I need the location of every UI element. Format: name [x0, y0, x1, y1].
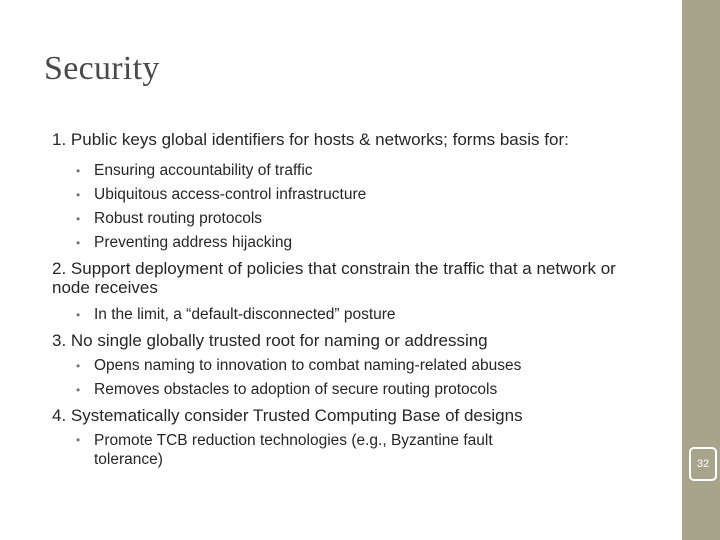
slide-number-badge: 32	[689, 447, 717, 481]
bullet-icon: •	[76, 383, 81, 397]
bullet-icon: •	[76, 236, 81, 250]
subpoint: • In the limit, a “default-disconnected” posture	[52, 303, 652, 327]
subpoint: • Ensuring accountability of traffic	[52, 159, 652, 183]
point-3: 3. No single globally trusted root for naming or addressing	[52, 331, 488, 350]
point-3-subpoints	[52, 354, 652, 402]
bullet-icon: •	[76, 359, 81, 373]
point-2: 2. Support deployment of policies that constrain the traffic that a network or node receives	[52, 259, 616, 297]
bullet-icon: •	[76, 164, 81, 178]
point-2-subpoints	[52, 303, 652, 327]
bullet-icon: •	[76, 308, 81, 322]
point-1-subpoints	[52, 159, 652, 255]
point-4-subpoints	[52, 431, 652, 469]
subpoint: • Promote TCB reduction technologies (e.g., Byzantine fault tolerance)	[76, 432, 493, 468]
bullet-icon: •	[76, 433, 81, 447]
bullet-icon: •	[76, 212, 81, 226]
point-4: 4. Systematically consider Trusted Computing Base of designs	[52, 406, 523, 425]
subpoint: • Preventing address hijacking	[52, 231, 652, 255]
subpoint: • Ubiquitous access-control infrastructure	[52, 183, 652, 207]
slide-title: Security	[44, 50, 160, 87]
bullet-icon: •	[76, 188, 81, 202]
point-1: 1. Public keys global identifiers for hosts & networks; forms basis for:	[52, 130, 569, 149]
subpoint: • Robust routing protocols	[52, 207, 652, 231]
subpoint: • Opens naming to innovation to combat naming-related abuses	[52, 354, 652, 378]
subpoint: • Removes obstacles to adoption of secure routing protocols	[52, 378, 652, 402]
slide-content	[52, 130, 652, 469]
